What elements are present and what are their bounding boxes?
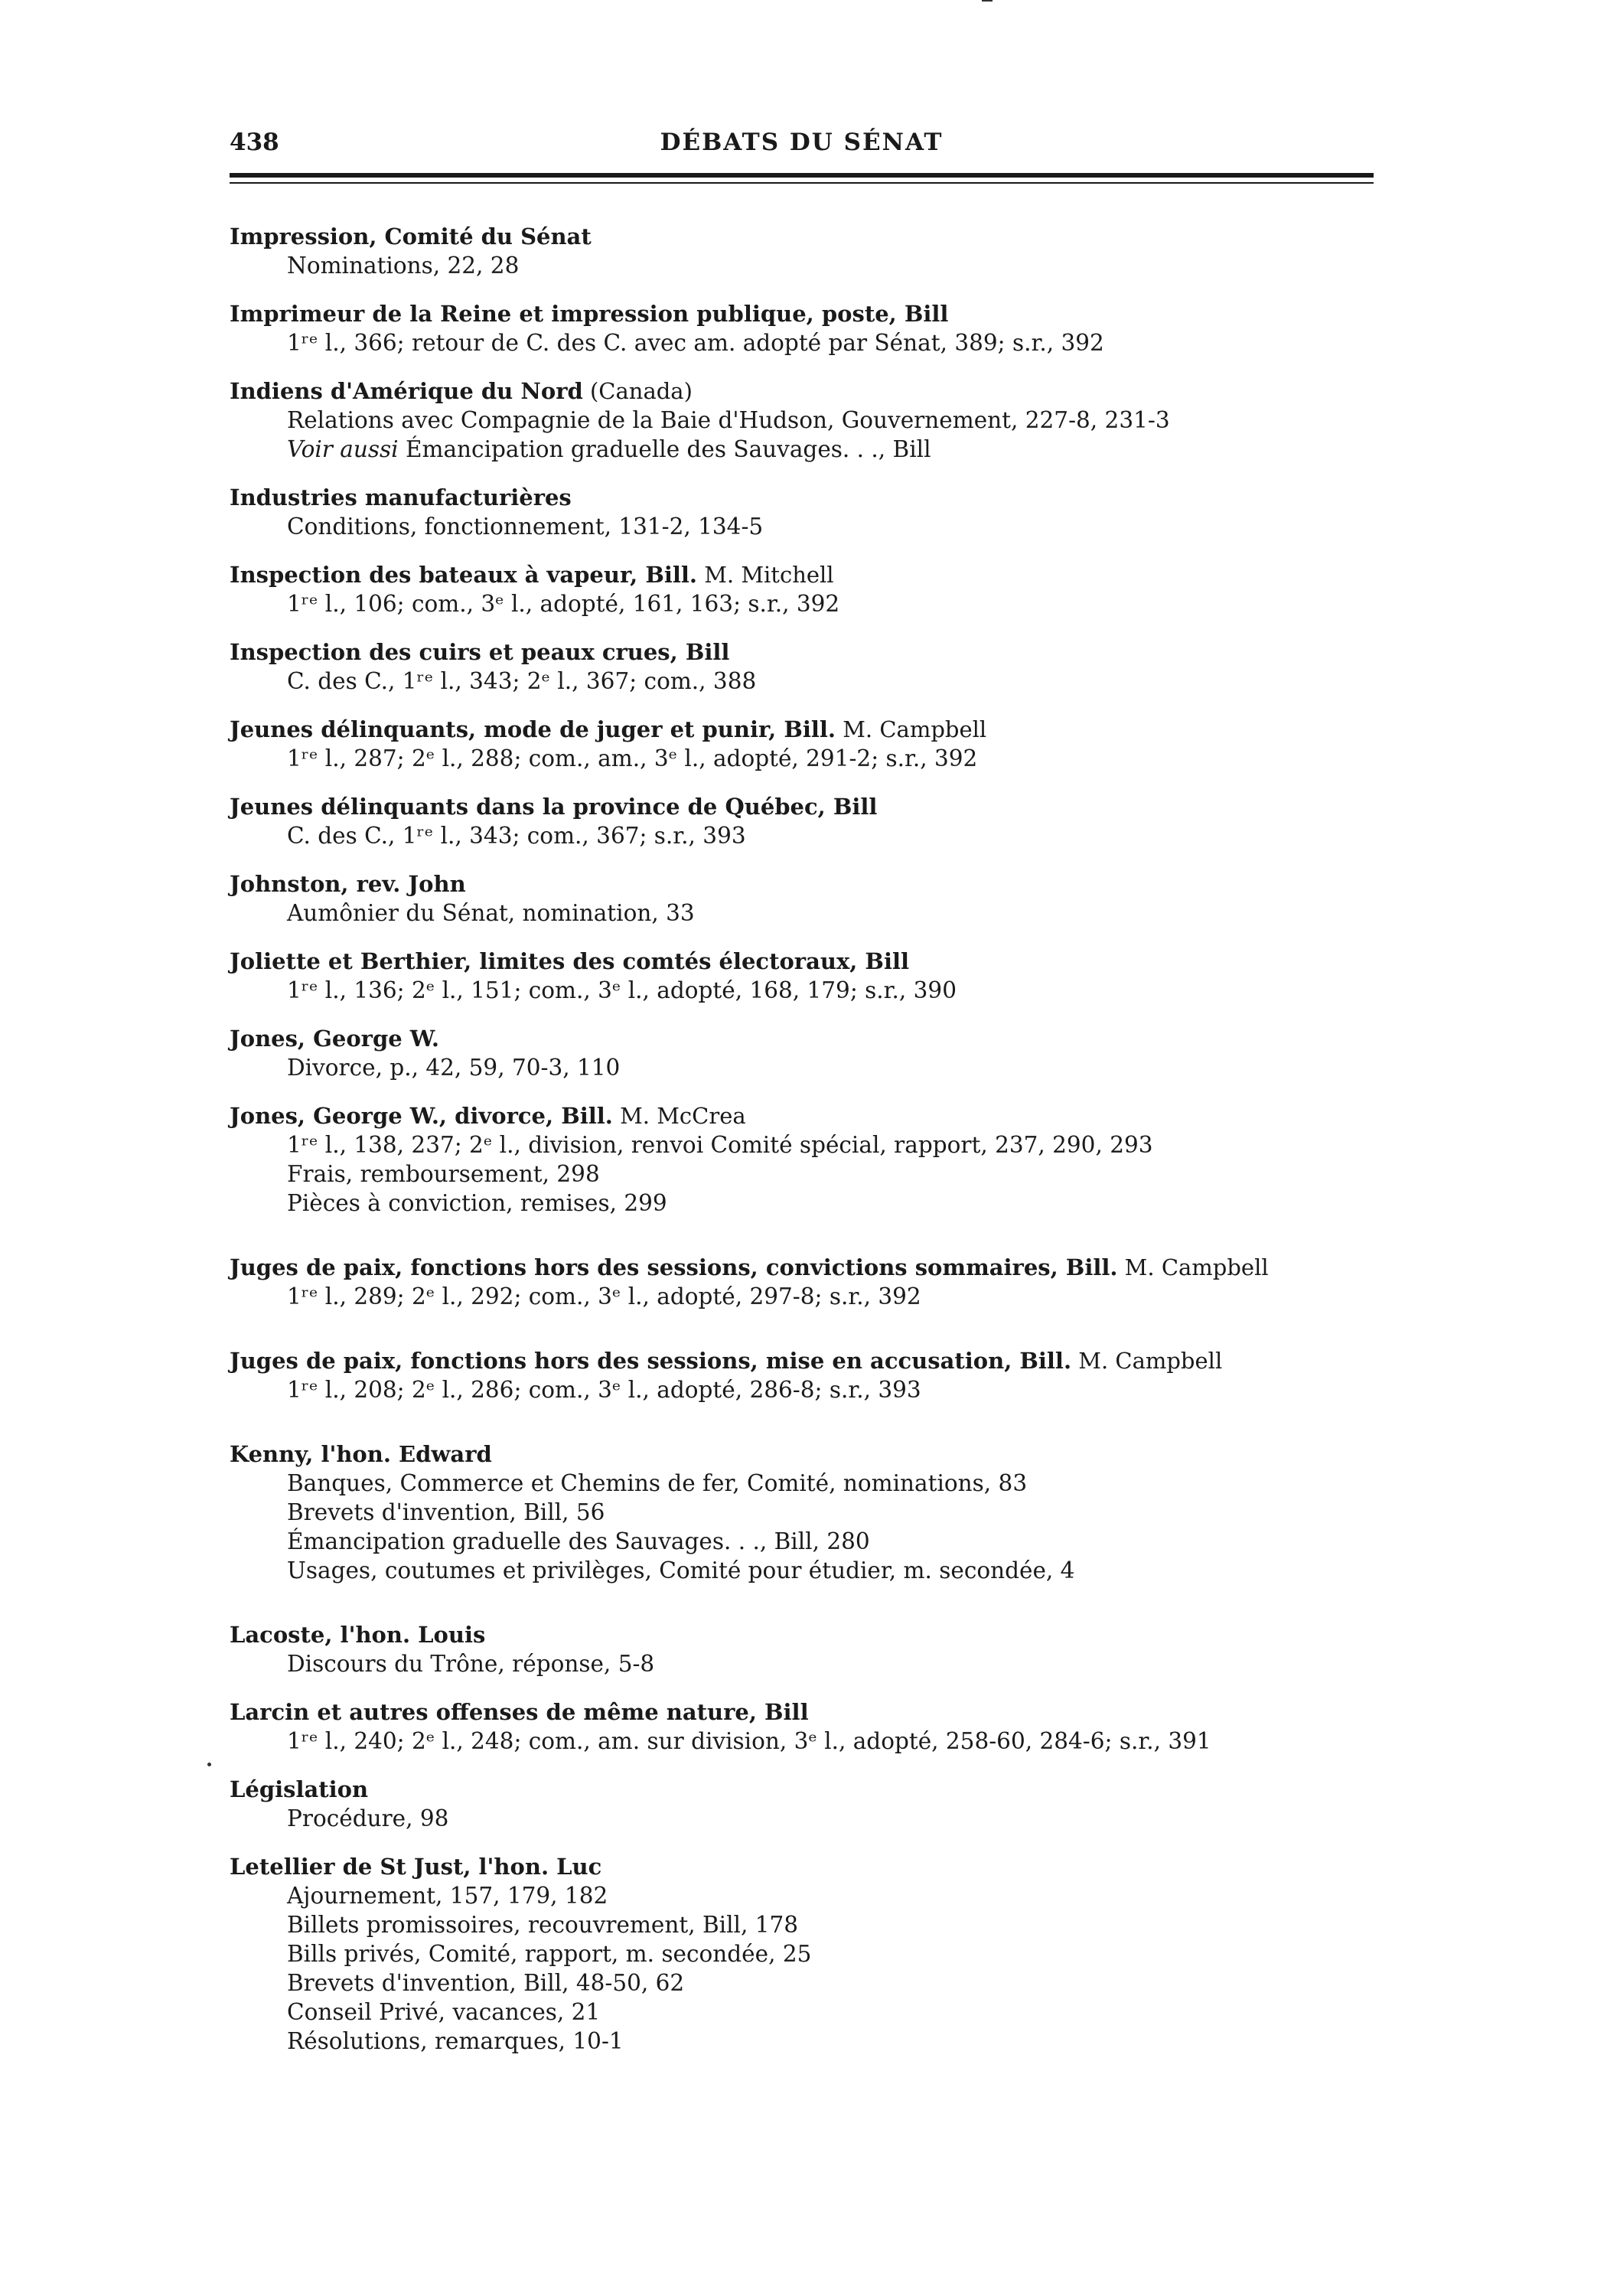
entry-subline: Relations avec Compagnie de la Baie d'Hudson, Gouvernement, 227-8, 231-3 bbox=[287, 407, 1170, 433]
entry-heading bbox=[230, 483, 1393, 512]
entry-heading bbox=[230, 560, 1393, 589]
entry-heading bbox=[230, 1620, 1393, 1649]
entry-subline: Brevets d'invention, Bill, 56 bbox=[287, 1499, 605, 1525]
index-entry bbox=[230, 377, 1393, 464]
index-entry bbox=[230, 1346, 1393, 1404]
entry-heading-bold: Lacoste, l'hon. Louis bbox=[230, 1622, 486, 1648]
index-entry bbox=[230, 1620, 1393, 1678]
entry-subline: Nominations, 22, 28 bbox=[287, 253, 520, 279]
index-entry bbox=[230, 638, 1393, 696]
entry-subline: 1ʳᵉ l., 136; 2ᵉ l., 151; com., 3ᵉ l., adopté, 168, 179; s.r., 390 bbox=[287, 977, 957, 1003]
index-entry bbox=[230, 947, 1393, 1005]
entry-subline: Brevets d'invention, Bill, 48-50, 62 bbox=[287, 1970, 685, 1996]
entry-subline: Procédure, 98 bbox=[287, 1805, 449, 1831]
index-list bbox=[230, 222, 1393, 2075]
entry-heading bbox=[230, 377, 1393, 406]
entry-subline: 1ʳᵉ l., 289; 2ᵉ l., 292; com., 3ᵉ l., adopté, 297-8; s.r., 392 bbox=[287, 1283, 921, 1309]
entry-heading-extra: M. McCrea bbox=[612, 1103, 746, 1129]
entry-heading-bold: Imprimeur de la Reine et impression publique, poste, Bill bbox=[230, 301, 949, 327]
entry-heading-bold: Kenny, l'hon. Edward bbox=[230, 1441, 492, 1467]
entry-subline: Conditions, fonctionnement, 131-2, 134-5 bbox=[287, 514, 764, 540]
index-entry bbox=[230, 1101, 1393, 1218]
entry-heading bbox=[230, 1024, 1393, 1053]
entry-subline: Divorce, p., 42, 59, 70-3, 110 bbox=[287, 1055, 621, 1081]
entry-heading bbox=[230, 1698, 1393, 1727]
entry-heading-extra: M. Campbell bbox=[836, 716, 987, 742]
entry-subline: Aumônier du Sénat, nomination, 33 bbox=[287, 900, 695, 926]
entry-heading bbox=[230, 1346, 1393, 1375]
entry-subline: 1ʳᵉ l., 366; retour de C. des C. avec am. adopté par Sénat, 389; s.r., 392 bbox=[287, 330, 1104, 356]
entry-heading-bold: Johnston, rev. John bbox=[230, 871, 466, 897]
entry-subline: Frais, remboursement, 298 bbox=[287, 1161, 600, 1187]
entry-heading bbox=[230, 638, 1393, 667]
index-entry bbox=[230, 792, 1393, 850]
entry-subline: Usages, coutumes et privilèges, Comité pour étudier, m. secondée, 4 bbox=[287, 1557, 1075, 1583]
entry-heading bbox=[230, 869, 1393, 899]
index-entry bbox=[230, 1698, 1393, 1756]
index-entry bbox=[230, 560, 1393, 618]
entry-subline: C. des C., 1ʳᵉ l., 343; com., 367; s.r., 393 bbox=[287, 823, 746, 849]
header-rule-thin bbox=[230, 182, 1374, 184]
see-also-text: Émancipation graduelle des Sauvages. . ., Bill bbox=[398, 436, 931, 462]
entry-heading bbox=[230, 947, 1393, 976]
page-number: 438 bbox=[230, 129, 279, 156]
index-entry bbox=[230, 299, 1393, 357]
entry-subline: C. des C., 1ʳᵉ l., 343; 2ᵉ l., 367; com., 388 bbox=[287, 668, 757, 694]
entry-heading-extra: (Canada) bbox=[582, 378, 693, 404]
entry-heading bbox=[230, 222, 1393, 251]
entry-heading bbox=[230, 792, 1393, 821]
entry-subline: Ajournement, 157, 179, 182 bbox=[287, 1883, 608, 1909]
entry-heading-bold: Juges de paix, fonctions hors des sessions, mise en accusation, Bill. bbox=[230, 1348, 1072, 1374]
entry-subline: Pièces à conviction, remises, 299 bbox=[287, 1190, 667, 1216]
index-entry bbox=[230, 715, 1393, 773]
header-rule-thick bbox=[230, 173, 1374, 178]
index-entry bbox=[230, 1775, 1393, 1833]
entry-heading-bold: Inspection des cuirs et peaux crues, Bill bbox=[230, 639, 730, 665]
entry-subline: Billets promissoires, recouvrement, Bill, 178 bbox=[287, 1912, 799, 1938]
entry-heading-bold: Indiens d'Amérique du Nord bbox=[230, 378, 583, 404]
entry-heading bbox=[230, 1101, 1393, 1130]
entry-heading bbox=[230, 299, 1393, 328]
entry-subline: Conseil Privé, vacances, 21 bbox=[287, 1999, 601, 2025]
entry-heading-bold: Jones, George W., divorce, Bill. bbox=[230, 1103, 613, 1129]
scan-dot bbox=[207, 1763, 211, 1766]
entry-heading-bold: Impression, Comité du Sénat bbox=[230, 223, 592, 249]
entry-heading bbox=[230, 1253, 1393, 1282]
entry-subline: 1ʳᵉ l., 138, 237; 2ᵉ l., division, renvoi Comité spécial, rapport, 237, 290, 293 bbox=[287, 1132, 1153, 1158]
index-entry bbox=[230, 1024, 1393, 1082]
see-also-label: Voir aussi bbox=[287, 436, 399, 462]
entry-heading-bold: Jones, George W. bbox=[230, 1026, 439, 1052]
index-entry bbox=[230, 1253, 1393, 1311]
entry-heading-extra: M. Campbell bbox=[1071, 1348, 1223, 1374]
entry-heading-bold: Juges de paix, fonctions hors des sessions, convictions sommaires, Bill. bbox=[230, 1254, 1118, 1280]
entry-subline: Émancipation graduelle des Sauvages. . ., Bill, 280 bbox=[287, 1528, 870, 1554]
entry-heading bbox=[230, 715, 1393, 744]
index-entry bbox=[230, 1852, 1393, 2056]
entry-heading-bold: Industries manufacturières bbox=[230, 484, 572, 510]
entry-subline: 1ʳᵉ l., 287; 2ᵉ l., 288; com., am., 3ᵉ l., adopté, 291-2; s.r., 392 bbox=[287, 745, 978, 771]
entry-subline: Discours du Trône, réponse, 5-8 bbox=[287, 1651, 655, 1677]
index-entry bbox=[230, 869, 1393, 928]
entry-heading-bold: Larcin et autres offenses de même nature, Bill bbox=[230, 1699, 809, 1725]
entry-heading bbox=[230, 1440, 1393, 1469]
entry-subline: Résolutions, remarques, 10-1 bbox=[287, 2028, 624, 2054]
scan-mark bbox=[982, 0, 993, 2]
entry-subline: 1ʳᵉ l., 208; 2ᵉ l., 286; com., 3ᵉ l., adopté, 286-8; s.r., 393 bbox=[287, 1377, 921, 1403]
entry-heading-bold: Inspection des bateaux à vapeur, Bill. bbox=[230, 562, 697, 588]
entry-heading-extra: M. Campbell bbox=[1117, 1254, 1269, 1280]
see-also-line bbox=[230, 435, 1393, 464]
entry-heading-extra: M. Mitchell bbox=[696, 562, 834, 588]
index-entry bbox=[230, 222, 1393, 280]
index-entry bbox=[230, 483, 1393, 541]
entry-heading-bold: Letellier de St Just, l'hon. Luc bbox=[230, 1854, 602, 1880]
entry-subline: Bills privés, Comité, rapport, m. secondée, 25 bbox=[287, 1941, 812, 1967]
entry-subline: 1ʳᵉ l., 106; com., 3ᵉ l., adopté, 161, 163; s.r., 392 bbox=[287, 591, 840, 617]
entry-heading bbox=[230, 1775, 1393, 1804]
entry-heading bbox=[230, 1852, 1393, 1881]
running-title: DÉBATS DU SÉNAT bbox=[660, 129, 944, 156]
entry-heading-bold: Joliette et Berthier, limites des comtés électoraux, Bill bbox=[230, 948, 909, 974]
entry-heading-bold: Jeunes délinquants dans la province de Québec, Bill bbox=[230, 794, 878, 820]
entry-heading-bold: Législation bbox=[230, 1776, 369, 1802]
index-entry bbox=[230, 1440, 1393, 1585]
page-header bbox=[230, 129, 1374, 159]
entry-subline: Banques, Commerce et Chemins de fer, Comité, nominations, 83 bbox=[287, 1470, 1028, 1496]
entry-subline: 1ʳᵉ l., 240; 2ᵉ l., 248; com., am. sur division, 3ᵉ l., adopté, 258-60, 284-6; s.r., 391 bbox=[287, 1728, 1211, 1754]
entry-heading-bold: Jeunes délinquants, mode de juger et punir, Bill. bbox=[230, 716, 836, 742]
